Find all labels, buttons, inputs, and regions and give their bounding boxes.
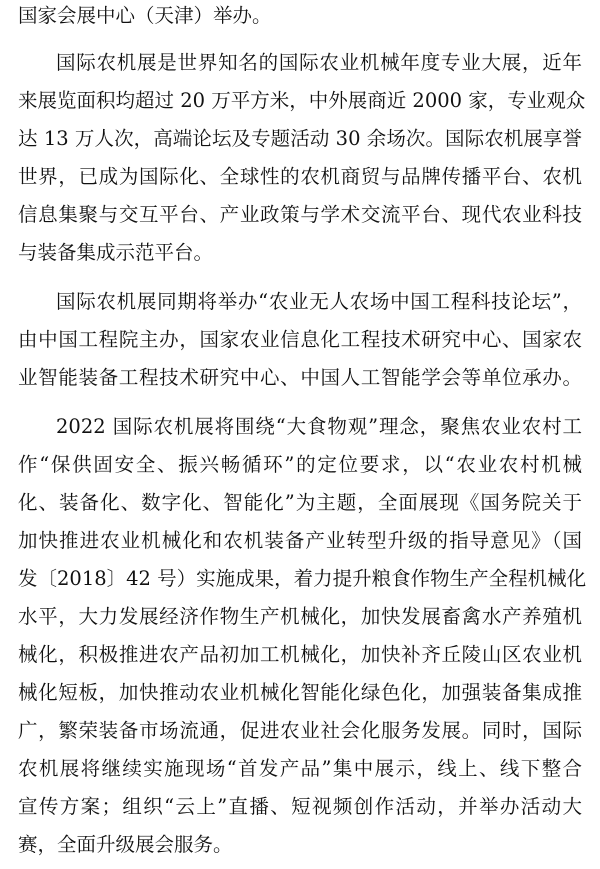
paragraph-line: 2022 国际农机展将围绕“大食物观”理念，聚焦农业农村工 <box>56 415 582 438</box>
paragraph-line: 化、装备化、数字化、智能化”为主题，全面展现《国务院关于 <box>18 491 582 514</box>
paragraph-line: 业智能装备工程技术研究中心、中国人工智能学会等单位承办。 <box>18 366 582 389</box>
paragraph-line: 械化短板，加快推动农业机械化智能化绿色化，加强装备集成推 <box>18 681 582 704</box>
paragraph-line: 作“保供固安全、振兴畅循环”的定位要求，以“农业农村机械 <box>18 453 582 476</box>
paragraph-line: 农机展将继续实施现场“首发产品”集中展示，线上、线下整合 <box>18 757 582 780</box>
paragraph-line: 国际农机展同期将举办“农业无人农场中国工程科技论坛”， <box>56 290 582 313</box>
paragraph-line: 国家会展中心（天津）举办。 <box>18 4 272 27</box>
paragraph-line: 达 13 万人次，高端论坛及专题活动 30 余场次。国际农机展享誉 <box>18 127 582 150</box>
paragraph-line: 宣传方案；组织“云上”直播、短视频创作活动，并举办活动大 <box>18 795 582 818</box>
paragraph-line: 广，繁荣装备市场流通，促进农业社会化服务发展。同时，国际 <box>18 719 582 742</box>
paragraph-line: 加快推进农业机械化和农机装备产业转型升级的指导意见》（国 <box>18 529 582 552</box>
paragraph-line: 信息集聚与交互平台、产业政策与学术交流平台、现代农业科技 <box>18 203 582 226</box>
paragraph-line: 发〔2018〕42 号）实施成果，着力提升粮食作物生产全程机械化 <box>18 567 587 590</box>
paragraph-line: 水平，大力发展经济作物生产机械化，加快发展畜禽水产养殖机 <box>18 605 582 628</box>
paragraph-line: 赛，全面升级展会服务。 <box>18 833 233 856</box>
paragraph-line: 世界，已成为国际化、全球性的农机商贸与品牌传播平台、农机 <box>18 165 582 188</box>
paragraph-line: 来展览面积均超过 20 万平方米，中外展商近 2000 家，专业观众 <box>18 89 586 112</box>
paragraph-line: 与装备集成示范平台。 <box>18 241 214 264</box>
paragraph-line: 由中国工程院主办，国家农业信息化工程技术研究中心、国家农 <box>18 328 582 351</box>
paragraph-line: 械化，积极推进农产品初加工机械化，加快补齐丘陵山区农业机 <box>18 643 582 666</box>
paragraph-line: 国际农机展是世界知名的国际农业机械年度专业大展，近年 <box>56 51 582 74</box>
